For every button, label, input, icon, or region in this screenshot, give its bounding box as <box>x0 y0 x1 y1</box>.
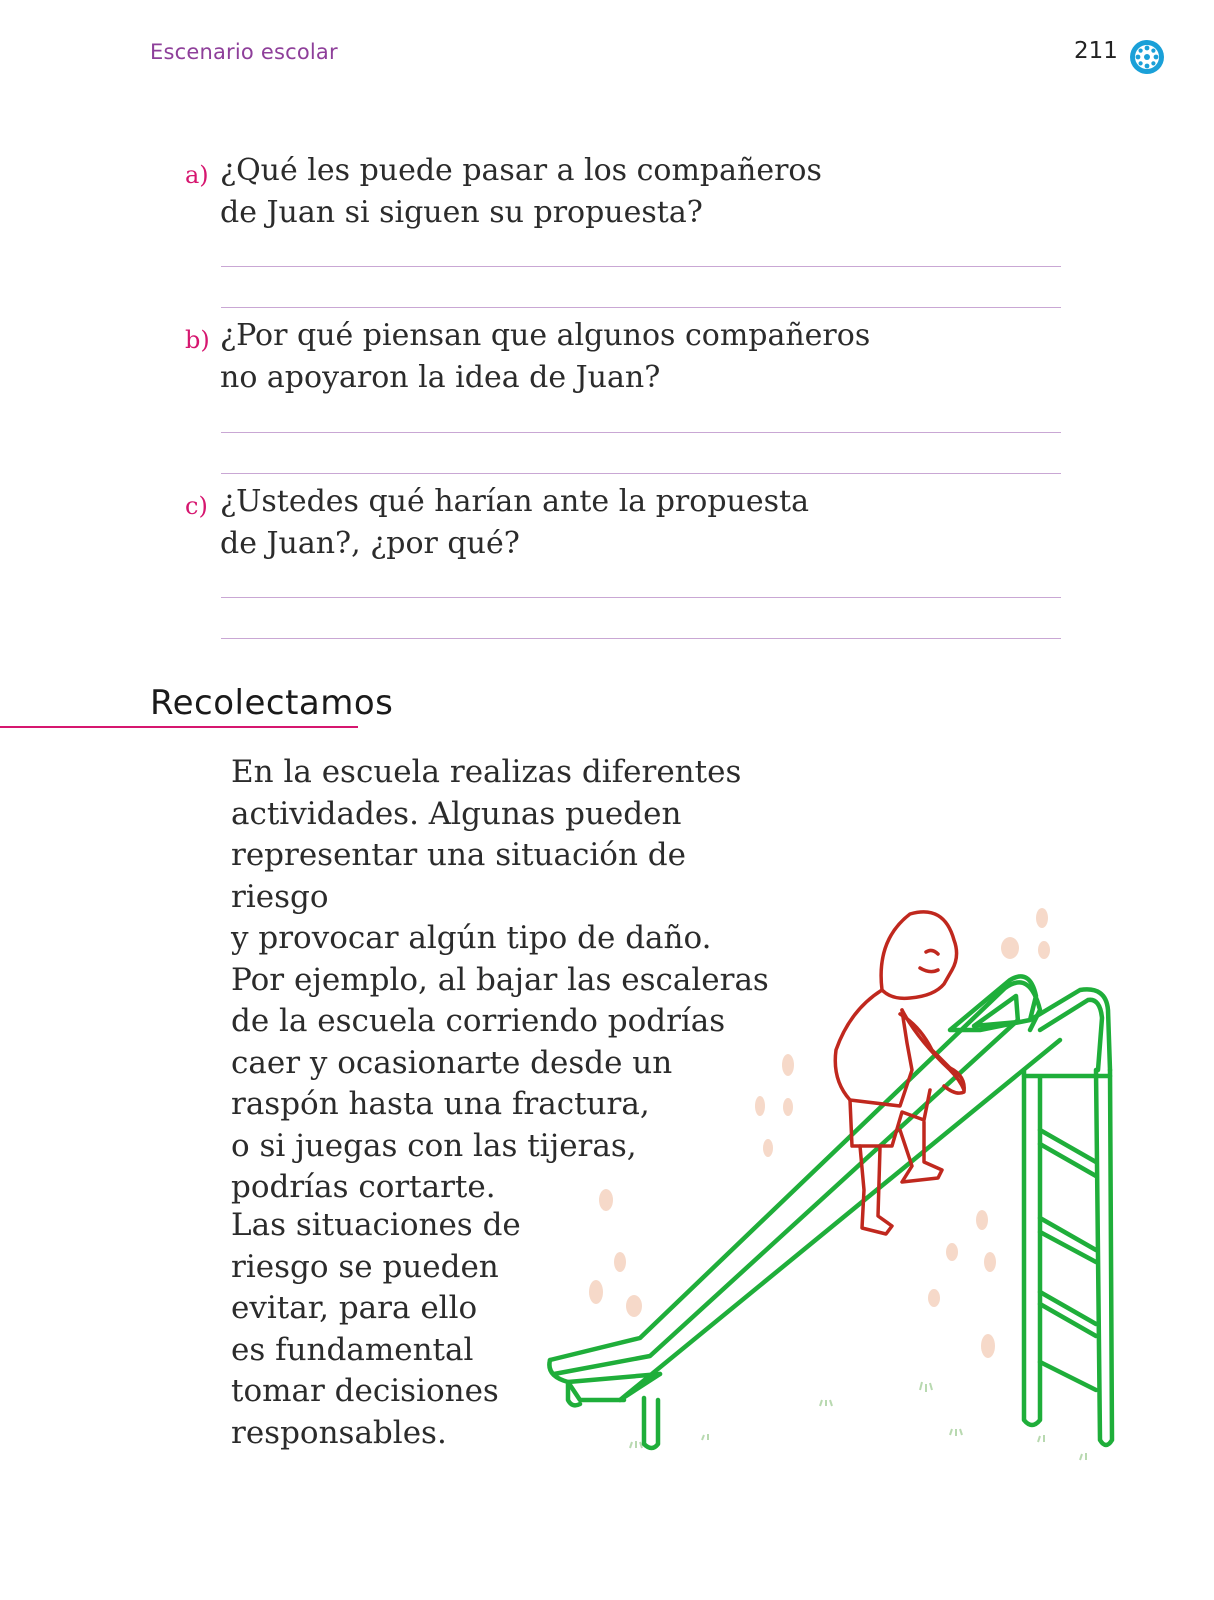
page-number: 211 <box>1074 38 1118 64</box>
slide-illustration <box>540 900 1160 1500</box>
child-figure <box>835 912 964 1234</box>
paragraph-prevention: Las situaciones de riesgo se pueden evitar, para ello es fundamental tomar decisiones responsables. <box>231 1207 521 1451</box>
answer-line[interactable] <box>221 473 1061 474</box>
answer-line[interactable] <box>221 266 1061 267</box>
question-text: ¿Por qué piensan que algunos compañeros no apoyaron la idea de Juan? <box>220 318 871 395</box>
question-letter: b) <box>185 326 210 354</box>
question-text: ¿Ustedes qué harían ante la propuesta de Juan?, ¿por qué? <box>220 484 809 561</box>
question-text: ¿Qué les puede pasar a los compañeros de Juan si siguen su propuesta? <box>220 153 822 230</box>
slide <box>549 976 1112 1448</box>
answer-line[interactable] <box>221 638 1061 639</box>
page-badge-icon <box>1128 38 1166 76</box>
paragraph-risk-situations: En la escuela realizas diferentes actividades. Algunas pueden representar una situación de riesgo y provocar algún tipo de daño. Por ejemplo, al bajar las escaleras de la escuela corriendo podrías caer y ocasionarte desde un raspón hasta una fractura, o si juegas con las tijeras, podrías cortarte. <box>231 754 769 1205</box>
section-title: Recolectamos <box>150 683 394 723</box>
question-letter: a) <box>185 161 209 189</box>
grass-tufts <box>630 1382 1086 1460</box>
question-letter: c) <box>185 492 208 520</box>
header-section-label: Escenario escolar <box>150 40 338 64</box>
answer-line[interactable] <box>221 307 1061 308</box>
answer-line[interactable] <box>221 432 1061 433</box>
section-title-underline <box>0 726 358 728</box>
answer-line[interactable] <box>221 597 1061 598</box>
decorative-dots <box>589 908 1050 1358</box>
